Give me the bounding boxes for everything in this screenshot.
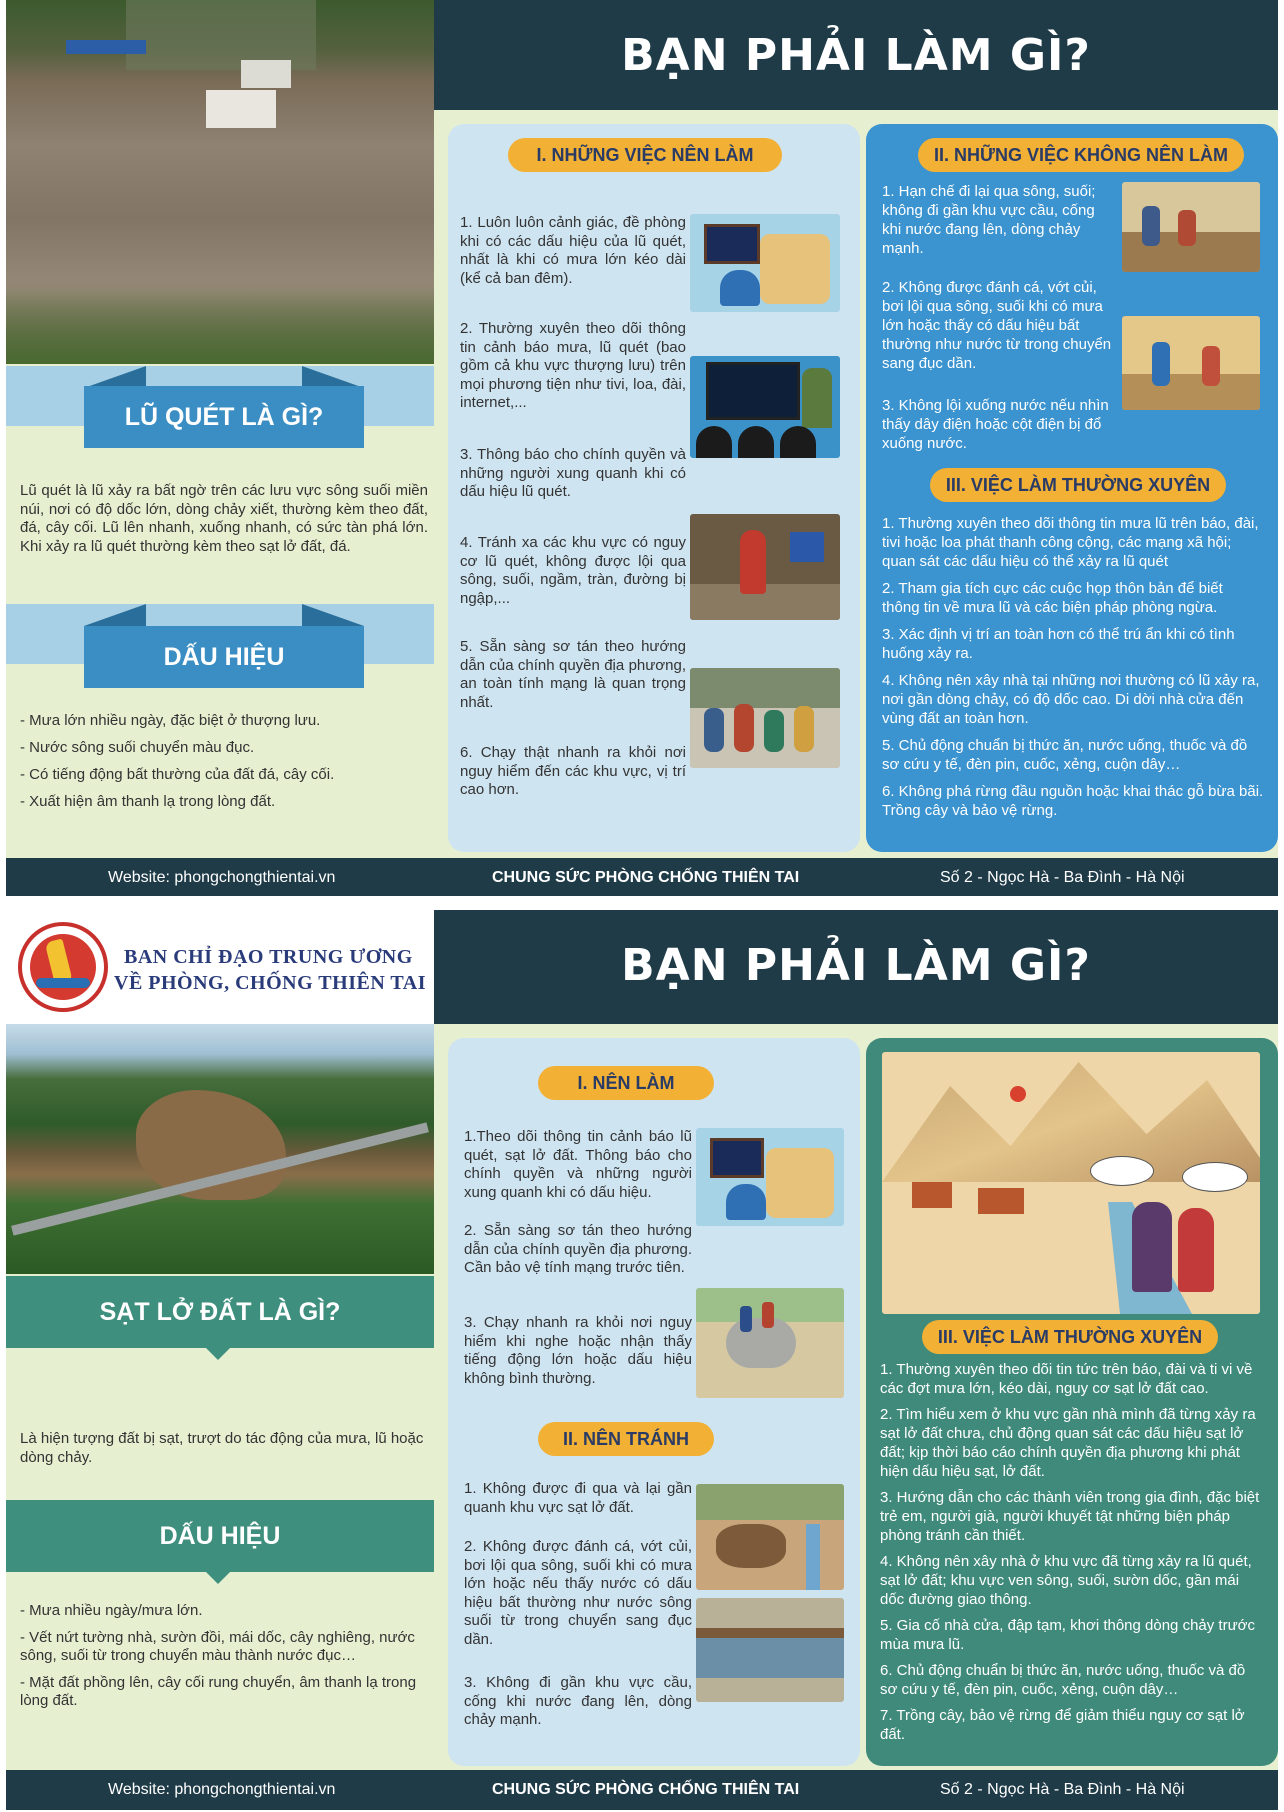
do-item-1: 1. Luôn luôn cảnh giác, đề phòng khi có các dấu hiệu của lũ quét, nhất là khi có mưa lớn kéo dài (kể cả ban đêm). [460,214,686,287]
avoid-item-1: 1. Không được đi qua và lại gần quanh khu vực sạt lở đất. [464,1480,692,1516]
do-title: I. NÊN LÀM [538,1066,714,1100]
do-item-3: 3. Thông báo cho chính quyền và những người xung quanh khi có dấu hiệu lũ quét. [460,446,686,500]
running-from-landslide-illustration [696,1288,844,1398]
avoid-item-2: 2. Không được đánh cá, vớt củi, bơi lội qua sông, suối khi có mưa lớn hoặc nếu thấy nước có dấu hiệu bất thường như nước sông suối từ trong chuyển sang đục dần. [464,1538,692,1648]
ribbon-fold-right [302,366,364,388]
river-crossing-illustration [1122,182,1260,272]
regular-item-3: 3. Xác định vị trí an toàn hơn có thể trú ẩn khi có tình huống xảy ra. [882,626,1235,662]
page-header [434,910,1278,1024]
news-broadcast-illustration [690,356,840,458]
list-item: - Mặt đất phồng lên, cây cối rung chuyển, âm thanh lạ trong lòng đất. [20,1674,417,1709]
list-item: - Có tiếng động bất thường của đất đá, cây cối. [20,766,335,783]
signs-title: DẤU HIỆU [6,1500,434,1572]
do-item-2: 2. Sẵn sàng sơ tán theo hướng dẫn của chính quyền địa phương. Cần bảo vệ tính mạng trước tiên. [464,1222,692,1276]
list-item: - Mưa lớn nhiều ngày, đặc biệt ở thượng lưu. [20,712,321,729]
footer-slogan: CHUNG SỨC PHÒNG CHỐNG THIÊN TAI [492,869,800,886]
regular-item-1: 1. Thường xuyên theo dõi thông tin mưa lũ trên báo, đài, tivi hoặc loa phát thanh công cộng, các mạng xã hội; quan sát các dấu hiệu có thể xảy ra lũ quét [882,515,1259,570]
regular-item-5: 5. Gia cố nhà cửa, đập tạm, khơi thông dòng chảy trước mùa mưa lũ. [880,1617,1255,1653]
regular-list [880,1360,1264,1744]
dont-item-2: 2. Không được đánh cá, vớt củi, bơi lội qua sông, suối khi có mưa lớn hoặc thấy có dấu hiệu bất thường như nước từ trong chuyển sang đục dần. [882,279,1112,372]
regular-title: III. VIỆC LÀM THƯỜNG XUYÊN [930,468,1226,502]
do-item-6: 6. Chạy thật nhanh ra khỏi nơi nguy hiểm đến các khu vực, vị trí cao hơn. [460,744,686,798]
ribbon-pointer [206,1348,230,1360]
what-is-title: LŨ QUÉT LÀ GÌ? [84,386,364,448]
dont-item-3: 3. Không lội xuống nước nếu nhìn thấy dây điện hoặc cột điện bị đổ xuống nước. [882,397,1109,452]
regular-item-4: 4. Không nên xây nhà tại những nơi thường có lũ xảy ra, nơi gần dòng chảy, có độ dốc cao. Di dời nhà cửa đến vùng đất an toàn hơn. [882,672,1260,727]
do-item-1: 1.Theo dõi thông tin cảnh báo lũ quét, sạt lở đất. Thông báo cho chính quyền và những người xung quanh khi có dấu hiệu. [464,1128,692,1201]
regular-item-4: 4. Không nên xây nhà ở khu vực đã từng xảy ra lũ quét, sạt lở đất; khu vực ven sông, suối, sườn dốc, gần mái dốc đường giao thông. [880,1553,1252,1608]
village-landslide-illustration [882,1052,1260,1314]
landslide-sheet [6,910,1278,1810]
page-footer [6,858,1278,896]
regular-item-6: 6. Chủ động chuẩn bị thức ăn, nước uống, thuốc và đồ sơ cứu y tế, đèn pin, cuốc, xẻng, cuộn dây… [880,1662,1246,1698]
list-item: - Mưa nhiều ngày/mưa lớn. [20,1602,203,1619]
regular-list [882,514,1264,820]
landslide-area-illustration [696,1484,844,1590]
organization-name-line2: VỀ PHÒNG, CHỐNG THIÊN TAI [114,972,426,994]
evacuation-illustration [690,668,840,768]
regular-item-3: 3. Hướng dẫn cho các thành viên trong gia đình, đặc biệt trẻ em, người già, người khuyết tật những biện pháp phòng tránh cần thiết. [880,1489,1260,1544]
avoid-title: II. NÊN TRÁNH [538,1422,714,1456]
fishing-in-flood-illustration [1122,316,1260,410]
do-title: I. NHỮNG VIỆC NÊN LÀM [508,138,782,172]
family-watching-tv-illustration [690,214,840,312]
ribbon-fold-left [84,366,146,388]
what-is-title: SẠT LỞ ĐẤT LÀ GÌ? [6,1276,434,1348]
ribbon-pointer [206,1572,230,1584]
landslide-photo [6,1024,434,1274]
signs-list [20,712,428,820]
page-title: BẠN PHẢI LÀM GÌ? [621,30,1091,81]
page-title: BẠN PHẢI LÀM GÌ? [621,940,1091,991]
flood-photo [6,0,434,364]
what-is-text: Là hiện tượng đất bị sạt, trượt do tác động của mưa, lũ hoặc dòng chảy. [20,1430,424,1466]
avoid-item-3: 3. Không đi gần khu vực cầu, cống khi nước đang lên, dòng chảy mạnh. [464,1674,692,1728]
flash-flood-sheet [6,0,1278,896]
ribbon-fold-right [302,604,364,626]
regular-item-2: 2. Tìm hiểu xem ở khu vực gần nhà mình đã từng xảy ra sạt lở đất chưa, chủ động quan sát các dấu hiệu sạt lở đất; kịp thời báo cáo chính quyền địa phương khi phát hiện dấu hiệu sạt, lở đất. [880,1406,1256,1480]
flooded-road-warning-illustration [690,514,840,620]
what-is-text: Lũ quét là lũ xảy ra bất ngờ trên các lưu vực sông suối miền núi, nơi có độ dốc lớn, dòng chảy xiết, thường kèm theo đất, đá, cây cối. Lũ lên nhanh, xuống nhanh, có sức tàn phá lớn. Khi xảy ra lũ quét thường kèm theo sạt lở đất, đá. [20,482,428,555]
organization-name-line1: BAN CHỈ ĐẠO TRUNG ƯƠNG [124,946,413,968]
list-item: - Nước sông suối chuyển màu đục. [20,739,255,756]
dont-item-1: 1. Hạn chế đi lại qua sông, suối; không đi gần khu vực cầu, cống khi nước đang lên, dòng chảy mạnh. [882,183,1096,257]
do-item-4: 4. Tránh xa các khu vực có nguy cơ lũ quét, không được lội qua sông, suối, ngầm, tràn, đường bị ngập,... [460,534,686,607]
footer-website: Website: phongchongthientai.vn [108,869,336,886]
ribbon-fold-left [84,604,146,626]
list-item: - Xuất hiện âm thanh lạ trong lòng đất. [20,793,276,810]
page-header [434,0,1278,110]
footer-address: Số 2 - Ngọc Hà - Ba Đình - Hà Nội [940,869,1185,886]
signs-list [20,1602,428,1719]
regular-item-7: 7. Trồng cây, bảo vệ rừng để giảm thiểu nguy cơ sạt lở đất. [880,1707,1245,1743]
regular-item-2: 2. Tham gia tích cực các cuộc họp thôn bản để biết thông tin về mưa lũ và các biện pháp phòng ngừa. [882,580,1223,616]
organization-seal-logo [18,922,108,1012]
regular-item-6: 6. Không phá rừng đầu nguồn hoặc khai thác gỗ bừa bãi. Trồng cây và bảo vệ rừng. [882,783,1264,819]
do-item-5: 5. Sẵn sàng sơ tán theo hướng dẫn của chính quyền địa phương, an toàn tính mạng là quan trọng nhất. [460,638,686,711]
footer-website: Website: phongchongthientai.vn [108,1781,336,1798]
footer-address: Số 2 - Ngọc Hà - Ba Đình - Hà Nội [940,1781,1185,1798]
family-watching-tv-illustration [696,1128,844,1226]
footer-slogan: CHUNG SỨC PHÒNG CHỐNG THIÊN TAI [492,1781,800,1798]
list-item: - Vết nứt tường nhà, sườn đồi, mái dốc, cây nghiêng, nước sông, suối từ trong chuyển màu thành nước đục… [20,1629,415,1664]
do-item-3: 3. Chạy nhanh ra khỏi nơi nguy hiểm khi nghe hoặc nhận thấy tiếng động lớn hoặc dấu hiệu không bình thường. [464,1314,692,1387]
page-footer [6,1770,1278,1810]
regular-title: III. VIỆC LÀM THƯỜNG XUYÊN [922,1320,1218,1354]
regular-item-1: 1. Thường xuyên theo dõi tin tức trên báo, đài và ti vi về các đợt mưa lớn, kéo dài, nguy cơ sạt lở đất cao. [880,1361,1253,1397]
organization-banner [6,910,434,1024]
signs-title: DẤU HIỆU [84,626,364,688]
regular-item-5: 5. Chủ động chuẩn bị thức ăn, nước uống, thuốc và đồ sơ cứu y tế, đèn pin, cuốc, xẻng, cuộn dây… [882,737,1248,773]
do-item-2: 2. Thường xuyên theo dõi thông tin cảnh báo mưa, lũ quét (bao gồm cả khu vực thượng lưu) trên mọi phương tiện như tivi, loa, đài, internet,... [460,320,686,411]
flooded-bridge-illustration [696,1598,844,1702]
dont-title: II. NHỮNG VIỆC KHÔNG NÊN LÀM [918,138,1244,172]
